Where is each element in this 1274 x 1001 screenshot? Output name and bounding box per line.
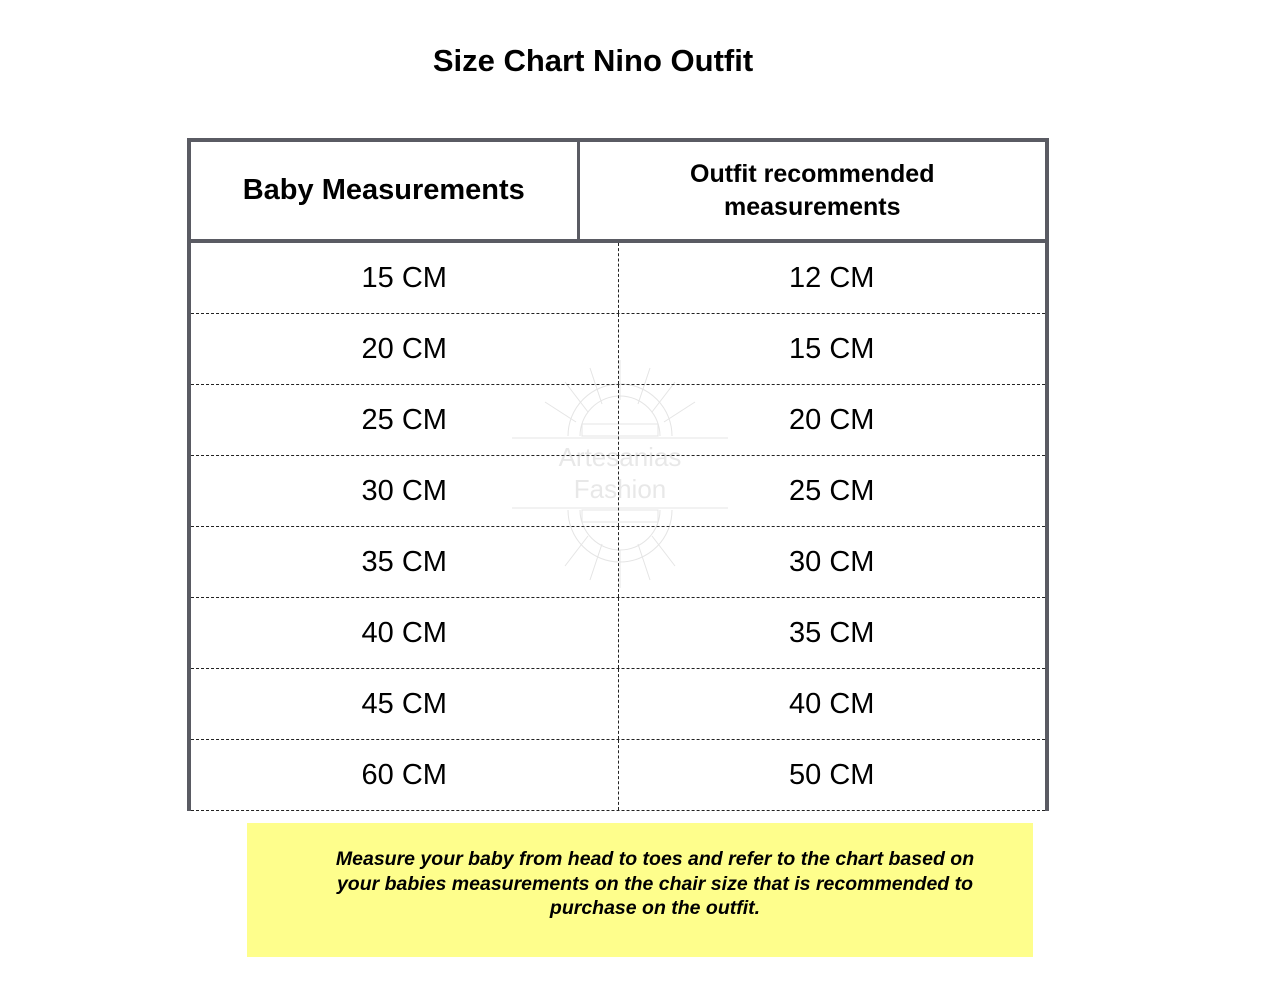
outfit-measurement-cell: 30 CM	[789, 545, 875, 578]
baby-measurement-cell: 25 CM	[191, 385, 619, 455]
baby-measurement-cell: 35 CM	[191, 527, 619, 597]
header-baby-measurements: Baby Measurements	[191, 142, 580, 239]
baby-measurement-cell: 45 CM	[191, 669, 619, 739]
table-row	[191, 456, 1045, 527]
table-body	[191, 243, 1045, 811]
baby-measurement-cell: 15 CM	[191, 243, 619, 313]
page-title: Size Chart Nino Outfit	[432, 43, 754, 78]
table-row	[191, 669, 1045, 740]
size-chart-table	[187, 138, 1049, 811]
watermark-line2: Fashion	[573, 474, 667, 504]
baby-measurement-cell: 60 CM	[191, 740, 619, 810]
outfit-measurement-cell: 20 CM	[789, 403, 875, 436]
outfit-measurement-cell: 15 CM	[789, 332, 875, 365]
table-row	[191, 243, 1045, 314]
outfit-measurement-cell: 40 CM	[789, 687, 875, 720]
outfit-measurement-cell: 35 CM	[789, 616, 875, 649]
outfit-measurement-cell: 50 CM	[789, 758, 875, 791]
baby-measurement-cell: 20 CM	[191, 314, 619, 384]
baby-measurement-cell: 40 CM	[191, 598, 619, 668]
watermark-line1: Artesanias	[558, 442, 682, 472]
table-header-row	[191, 142, 1045, 243]
baby-measurement-cell: 30 CM	[191, 456, 619, 526]
table-row	[191, 385, 1045, 456]
table-row	[191, 314, 1045, 385]
table-row	[191, 740, 1045, 811]
instruction-note	[247, 823, 1033, 957]
header-outfit-measurements: Outfit recommended measurements	[690, 159, 935, 221]
instruction-note-text: Measure your baby from head to toes and refer to the chart based on your babies measurements on the chair size that is recommended to purchase on the outfit.	[335, 848, 975, 920]
table-row	[191, 527, 1045, 598]
outfit-measurement-cell: 25 CM	[789, 474, 875, 507]
outfit-measurement-cell: 12 CM	[789, 261, 875, 294]
table-row	[191, 598, 1045, 669]
